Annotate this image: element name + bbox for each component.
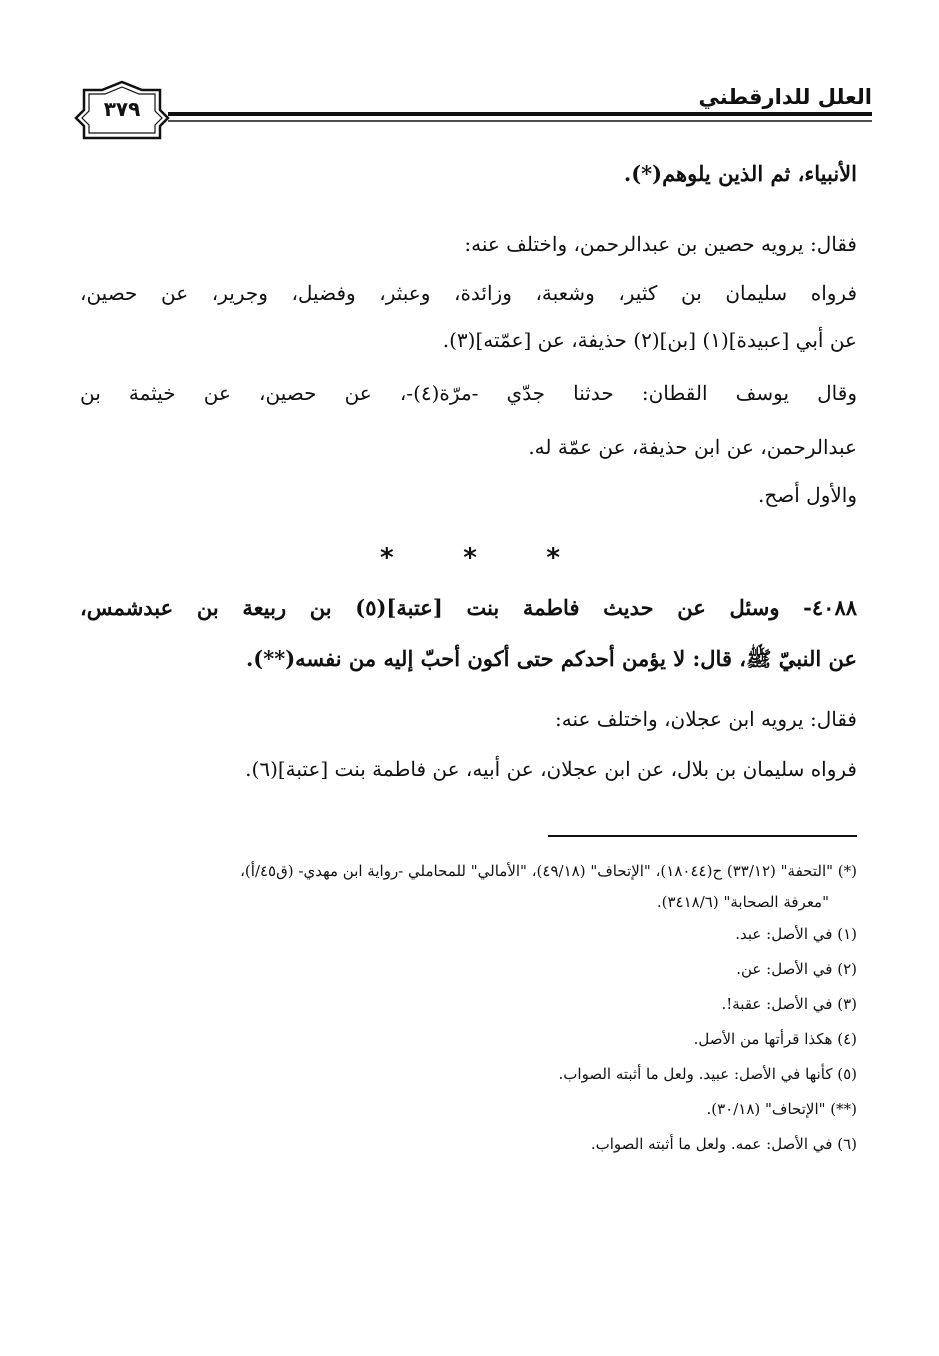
footnote-rule xyxy=(548,835,857,837)
paragraph-2-line-2: عن أبي [عبيدة](١) [بن](٢) حذيفة، عن [عمّته](٣). xyxy=(442,328,857,352)
main-text xyxy=(80,150,857,520)
question-line-2: عن النبيّ ﷺ، قال: لا يؤمن أحدكم حتى أكون أحبّ إليه من نفسه(**). xyxy=(246,646,857,671)
footnote-5: (٥) كأنها في الأصل: عبيد. ولعل ما أثبته الصواب. xyxy=(558,1065,857,1083)
book-title: العلل للدارقطني xyxy=(698,85,872,109)
footnote-asterisk: (*) "التحفة" (٣٣/١٢) ح(١٨٠٤٤)، "الإتحاف" (٤٩/١٨)، "الأمالي" للمحاملي -رواية ابن مهدي- (ق٤٥/أ)، xyxy=(240,862,857,880)
separator-star: * xyxy=(546,543,560,573)
paragraph-5: فقال: يرويه ابن عجلان، واختلف عنه: xyxy=(554,707,857,731)
paragraph-1: فقال: يرويه حصين بن عبدالرحمن، واختلف عنه: xyxy=(464,232,857,256)
footnote-4: (٤) هكذا قرأتها من الأصل. xyxy=(693,1030,857,1048)
paragraph-4: والأول أصح. xyxy=(758,483,857,507)
footnote-asterisk-continued: "معرفة الصحابة" (٣٤١٨/٦). xyxy=(656,893,829,911)
footnotes xyxy=(80,855,857,1162)
page-header xyxy=(72,78,872,142)
question-section xyxy=(80,582,857,794)
footnote-double-asterisk: (**) "الإتحاف" (٣٠/١٨). xyxy=(706,1100,857,1118)
footnote-1: (١) في الأصل: عبد. xyxy=(735,925,857,943)
section-separator xyxy=(380,543,560,573)
separator-star: * xyxy=(463,543,477,573)
footnote-2: (٢) في الأصل: عن. xyxy=(736,960,857,978)
page-number: ٣٧٩ xyxy=(103,97,141,121)
paragraph-3-line-2: عبدالرحمن، عن ابن حذيفة، عن عمّة له. xyxy=(528,435,857,459)
paragraph-2-line-1: فرواه سليمان بن كثير، وشعبة، وزائدة، وعبثر، وفضيل، وجرير، عن حصين، xyxy=(80,281,857,305)
question-line-1: ٤٠٨٨- وسئل عن حديث فاطمة بنت [عتبة](٥) بن ربيعة بن عبدشمس، xyxy=(80,595,857,620)
paragraph-6: فرواه سليمان بن بلال، عن ابن عجلان، عن أبيه، عن فاطمة بنت [عتبة](٦). xyxy=(245,757,857,781)
paragraph-3-line-1: وقال يوسف القطان: حدثنا جدّي -مرّة(٤)-، عن حصين، عن خيثمة بن xyxy=(80,381,857,405)
separator-star: * xyxy=(380,543,394,573)
footnote-6: (٦) في الأصل: عمه. ولعل ما أثبته الصواب. xyxy=(590,1135,857,1153)
footnote-3: (٣) في الأصل: عقبة!. xyxy=(721,995,857,1013)
opening-line: الأنبياء، ثم الذين يلوهم(*). xyxy=(623,161,857,186)
